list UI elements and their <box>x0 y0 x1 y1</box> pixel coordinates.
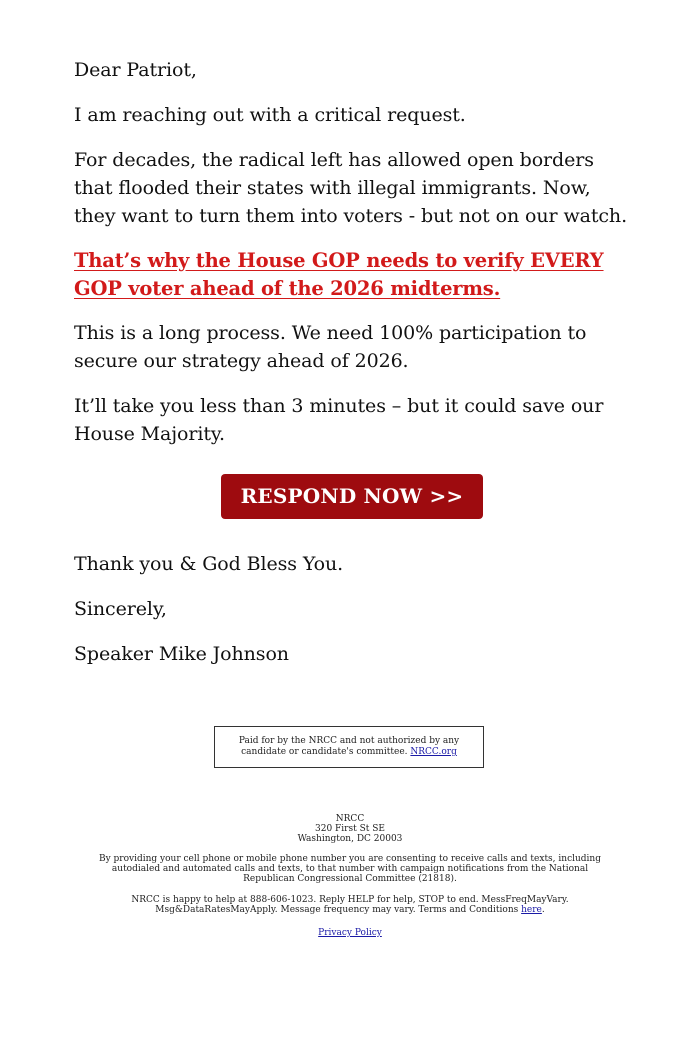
thanks-line: Thank you & God Bless You. <box>74 553 344 575</box>
terms-link[interactable]: here <box>521 905 542 915</box>
signature: Speaker Mike Johnson <box>74 643 289 665</box>
paid-for-disclaimer <box>214 726 484 768</box>
headline-link[interactable]: That’s why the House GOP needs to verify EVERY GOP voter ahead of the 2026 midterms. <box>74 249 604 300</box>
footer-city: Washington, DC 20003 <box>297 834 403 844</box>
paragraph-borders: For decades, the radical left has allowed open borders that flooded their states with illegal immigrants. Now, they want to turn them into voters - but not on our watch. <box>74 149 628 227</box>
paragraph-process: This is a long process. We need 100% participation to secure our strategy ahead of 2026. <box>74 322 587 372</box>
terms-period: . <box>541 905 545 915</box>
disclaimer-content <box>227 736 471 758</box>
paragraph-time: It’ll take you less than 3 minutes – but it could save our House Majority. <box>74 395 604 445</box>
mailing-address <box>95 814 605 844</box>
greeting: Dear Patriot, <box>74 59 197 81</box>
nrcc-site-link[interactable]: NRCC.org <box>410 747 457 757</box>
footer-street: 320 First St SE <box>315 824 385 834</box>
privacy-policy-link[interactable]: Privacy Policy <box>318 928 382 938</box>
consent-notice: By providing your cell phone or mobile phone number you are consenting to receive calls and texts, including autodialed and automated calls and texts, to that number with campaign notifications from the National Republican Congressional Committee (21818). <box>98 854 601 884</box>
footer <box>95 814 605 938</box>
email-body <box>74 56 630 685</box>
paragraph-request: I am reaching out with a critical request. <box>74 104 466 126</box>
help-notice <box>95 895 605 915</box>
privacy-row <box>95 928 605 938</box>
disclaimer-text: Paid for by the NRCC and not authorized by any candidate or candidate's committee. <box>238 736 460 757</box>
respond-now-button[interactable]: RESPOND NOW >> <box>221 474 484 519</box>
cta-container <box>74 474 630 519</box>
closing-line: Sincerely, <box>74 598 167 620</box>
footer-org: NRCC <box>335 814 365 824</box>
help-text: NRCC is happy to help at 888-606-1023. Reply HELP for help, STOP to end. MessFreqMayVary. Msg&DataRatesMayApply. Message frequency may vary. Terms and Conditions <box>131 895 569 915</box>
